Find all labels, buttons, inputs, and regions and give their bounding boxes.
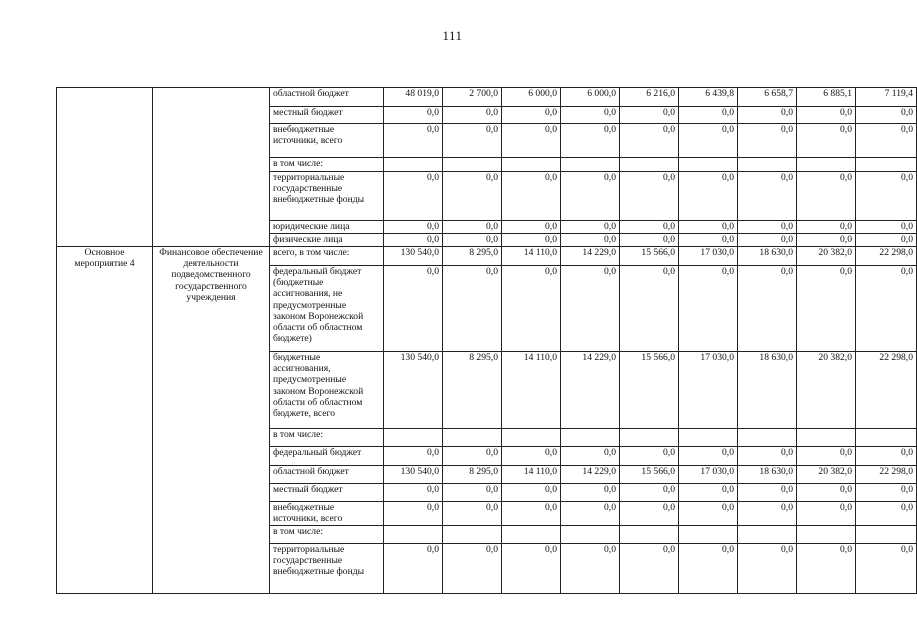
value-cell: 0,0 <box>384 544 443 594</box>
value-cell <box>561 158 620 172</box>
value-cell: 0,0 <box>443 124 502 158</box>
row-label: в том числе: <box>270 526 384 544</box>
value-cell: 2 700,0 <box>443 88 502 107</box>
value-cell: 0,0 <box>561 221 620 234</box>
value-cell: 0,0 <box>502 234 561 247</box>
value-cell: 0,0 <box>384 266 443 352</box>
row-label: местный бюджет <box>270 107 384 124</box>
value-cell: 0,0 <box>561 447 620 466</box>
value-cell <box>797 526 856 544</box>
row-label: внебюджетные источники, всего <box>270 502 384 526</box>
value-cell: 48 019,0 <box>384 88 443 107</box>
row-label: внебюджетные источники, всего <box>270 124 384 158</box>
value-cell: 0,0 <box>738 234 797 247</box>
value-cell: 14 229,0 <box>561 466 620 484</box>
value-cell <box>856 429 917 447</box>
value-cell <box>797 158 856 172</box>
row-label: физические лица <box>270 234 384 247</box>
value-cell: 0,0 <box>443 484 502 502</box>
value-cell: 0,0 <box>502 172 561 221</box>
value-cell: 0,0 <box>620 484 679 502</box>
value-cell: 0,0 <box>502 447 561 466</box>
value-cell: 0,0 <box>502 221 561 234</box>
value-cell: 0,0 <box>738 266 797 352</box>
value-cell: 0,0 <box>384 447 443 466</box>
value-cell: 17 030,0 <box>679 352 738 429</box>
value-cell: 0,0 <box>384 107 443 124</box>
event-name-cell: Основное мероприятие 4 <box>57 247 153 594</box>
value-cell <box>620 526 679 544</box>
value-cell: 0,0 <box>443 502 502 526</box>
value-cell: 0,0 <box>679 447 738 466</box>
value-cell: 0,0 <box>443 234 502 247</box>
value-cell: 6 658,7 <box>738 88 797 107</box>
page-number: 111 <box>442 28 463 43</box>
value-cell: 0,0 <box>561 172 620 221</box>
value-cell <box>738 158 797 172</box>
value-cell <box>620 158 679 172</box>
value-cell <box>620 429 679 447</box>
value-cell: 0,0 <box>797 502 856 526</box>
row-label: федеральный бюджет <box>270 447 384 466</box>
value-cell: 18 630,0 <box>738 247 797 266</box>
value-cell: 130 540,0 <box>384 352 443 429</box>
value-cell: 0,0 <box>797 172 856 221</box>
value-cell <box>738 429 797 447</box>
value-cell: 0,0 <box>443 107 502 124</box>
value-cell: 8 295,0 <box>443 466 502 484</box>
row-label: в том числе: <box>270 429 384 447</box>
value-cell: 15 566,0 <box>620 352 679 429</box>
value-cell: 0,0 <box>797 124 856 158</box>
value-cell: 14 110,0 <box>502 247 561 266</box>
value-cell <box>384 158 443 172</box>
value-cell: 0,0 <box>502 124 561 158</box>
value-cell: 0,0 <box>561 234 620 247</box>
value-cell: 0,0 <box>561 107 620 124</box>
value-cell: 0,0 <box>738 447 797 466</box>
value-cell: 0,0 <box>561 124 620 158</box>
value-cell <box>384 526 443 544</box>
value-cell: 0,0 <box>620 544 679 594</box>
value-cell: 6 885,1 <box>797 88 856 107</box>
value-cell: 0,0 <box>738 502 797 526</box>
value-cell: 0,0 <box>502 484 561 502</box>
value-cell: 8 295,0 <box>443 352 502 429</box>
value-cell: 0,0 <box>797 107 856 124</box>
event-name-cell <box>57 88 153 247</box>
value-cell: 15 566,0 <box>620 466 679 484</box>
value-cell: 0,0 <box>797 221 856 234</box>
value-cell: 0,0 <box>384 234 443 247</box>
value-cell: 0,0 <box>679 484 738 502</box>
value-cell: 14 110,0 <box>502 352 561 429</box>
value-cell: 0,0 <box>738 484 797 502</box>
value-cell: 17 030,0 <box>679 466 738 484</box>
value-cell: 7 119,4 <box>856 88 917 107</box>
value-cell: 0,0 <box>679 266 738 352</box>
value-cell <box>443 429 502 447</box>
value-cell: 0,0 <box>620 447 679 466</box>
value-cell: 0,0 <box>856 107 917 124</box>
value-cell: 20 382,0 <box>797 247 856 266</box>
value-cell: 0,0 <box>620 266 679 352</box>
value-cell <box>856 158 917 172</box>
value-cell: 0,0 <box>384 484 443 502</box>
row-label: областной бюджет <box>270 466 384 484</box>
value-cell: 0,0 <box>620 124 679 158</box>
value-cell <box>738 526 797 544</box>
value-cell: 0,0 <box>797 544 856 594</box>
value-cell: 0,0 <box>679 502 738 526</box>
value-cell <box>384 429 443 447</box>
row-label: областной бюджет <box>270 88 384 107</box>
value-cell: 0,0 <box>738 107 797 124</box>
value-cell: 0,0 <box>502 544 561 594</box>
value-cell: 18 630,0 <box>738 352 797 429</box>
value-cell: 22 298,0 <box>856 247 917 266</box>
value-cell <box>856 526 917 544</box>
value-cell: 0,0 <box>443 266 502 352</box>
value-cell: 0,0 <box>797 266 856 352</box>
value-cell: 0,0 <box>856 221 917 234</box>
value-cell: 0,0 <box>502 107 561 124</box>
value-cell: 130 540,0 <box>384 247 443 266</box>
value-cell: 0,0 <box>679 221 738 234</box>
event-description-cell: Финансовое обеспечение деятельности подведомственного государственного учреждения <box>153 247 270 594</box>
row-label: федеральный бюджет (бюджетные ассигнования, не предусмотренные законом Воронежской области об областном бюджете) <box>270 266 384 352</box>
value-cell: 0,0 <box>384 221 443 234</box>
value-cell: 18 630,0 <box>738 466 797 484</box>
continued-section <box>57 88 917 247</box>
value-cell: 0,0 <box>502 502 561 526</box>
value-cell: 0,0 <box>679 172 738 221</box>
value-cell: 0,0 <box>856 266 917 352</box>
value-cell: 8 295,0 <box>443 247 502 266</box>
value-cell: 14 229,0 <box>561 352 620 429</box>
value-cell: 0,0 <box>561 502 620 526</box>
value-cell: 0,0 <box>856 484 917 502</box>
value-cell: 0,0 <box>856 234 917 247</box>
value-cell: 0,0 <box>561 266 620 352</box>
value-cell: 0,0 <box>856 502 917 526</box>
row-label: бюджетные ассигнования, предусмотренные законом Воронежской области об областном бюджете, всего <box>270 352 384 429</box>
value-cell: 6 439,8 <box>679 88 738 107</box>
event-description-cell <box>153 88 270 247</box>
row-label: местный бюджет <box>270 484 384 502</box>
row-label: территориальные государственные внебюджетные фонды <box>270 544 384 594</box>
value-cell: 0,0 <box>679 124 738 158</box>
value-cell: 14 229,0 <box>561 247 620 266</box>
value-cell <box>561 429 620 447</box>
table-row <box>57 88 917 107</box>
value-cell: 0,0 <box>738 221 797 234</box>
value-cell: 6 216,0 <box>620 88 679 107</box>
value-cell: 0,0 <box>797 234 856 247</box>
value-cell: 0,0 <box>856 172 917 221</box>
value-cell: 0,0 <box>384 124 443 158</box>
value-cell: 0,0 <box>502 266 561 352</box>
value-cell: 0,0 <box>620 221 679 234</box>
row-label: в том числе: <box>270 158 384 172</box>
value-cell <box>679 429 738 447</box>
value-cell: 6 000,0 <box>561 88 620 107</box>
value-cell: 22 298,0 <box>856 466 917 484</box>
value-cell: 22 298,0 <box>856 352 917 429</box>
value-cell: 0,0 <box>561 484 620 502</box>
row-label: всего, в том числе: <box>270 247 384 266</box>
value-cell: 0,0 <box>384 172 443 221</box>
value-cell <box>443 158 502 172</box>
value-cell: 0,0 <box>679 107 738 124</box>
value-cell: 0,0 <box>679 234 738 247</box>
value-cell <box>797 429 856 447</box>
value-cell: 130 540,0 <box>384 466 443 484</box>
budget-table <box>56 87 917 594</box>
value-cell <box>502 158 561 172</box>
value-cell: 0,0 <box>443 447 502 466</box>
value-cell: 0,0 <box>679 544 738 594</box>
value-cell: 0,0 <box>856 447 917 466</box>
value-cell: 0,0 <box>620 172 679 221</box>
value-cell: 0,0 <box>384 502 443 526</box>
value-cell <box>679 526 738 544</box>
value-cell: 0,0 <box>797 484 856 502</box>
value-cell <box>679 158 738 172</box>
value-cell: 0,0 <box>856 124 917 158</box>
value-cell: 0,0 <box>620 234 679 247</box>
value-cell: 15 566,0 <box>620 247 679 266</box>
value-cell: 20 382,0 <box>797 352 856 429</box>
value-cell: 0,0 <box>443 221 502 234</box>
value-cell: 0,0 <box>738 544 797 594</box>
value-cell: 0,0 <box>443 172 502 221</box>
event-4-section <box>57 247 917 594</box>
value-cell <box>502 429 561 447</box>
table-row <box>57 247 917 266</box>
row-label: юридические лица <box>270 221 384 234</box>
value-cell: 17 030,0 <box>679 247 738 266</box>
value-cell: 0,0 <box>620 107 679 124</box>
value-cell: 0,0 <box>620 502 679 526</box>
value-cell <box>443 526 502 544</box>
value-cell: 0,0 <box>561 544 620 594</box>
row-label: территориальные государственные внебюджетные фонды <box>270 172 384 221</box>
value-cell: 0,0 <box>738 172 797 221</box>
value-cell: 0,0 <box>856 544 917 594</box>
value-cell: 20 382,0 <box>797 466 856 484</box>
value-cell: 14 110,0 <box>502 466 561 484</box>
value-cell <box>502 526 561 544</box>
value-cell: 6 000,0 <box>502 88 561 107</box>
value-cell <box>561 526 620 544</box>
value-cell: 0,0 <box>738 124 797 158</box>
value-cell: 0,0 <box>443 544 502 594</box>
value-cell: 0,0 <box>797 447 856 466</box>
